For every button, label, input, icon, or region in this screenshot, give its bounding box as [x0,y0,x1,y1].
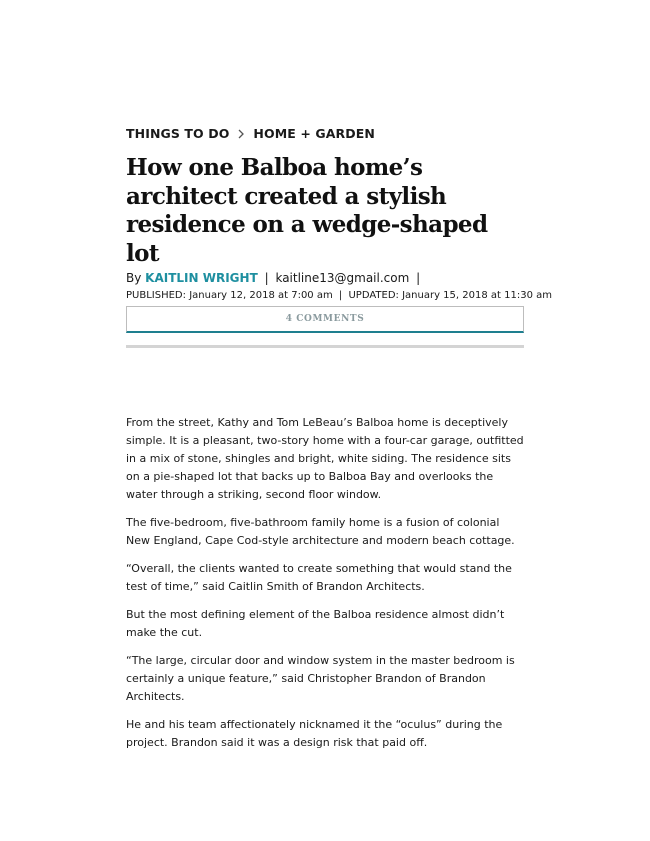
author-email: kaitline13@gmail.com [275,271,410,285]
body-paragraph: He and his team affectionately nicknamed it the “oculus” during the project. Brandon said it was a design risk that paid off. [126,718,503,749]
breadcrumb-section-link[interactable]: THINGS TO DO [126,126,230,141]
article-dates [126,289,552,303]
article-body [126,414,526,762]
published-date: January 12, 2018 at 7:00 am [189,290,333,301]
body-paragraph: “Overall, the clients wanted to create something that would stand the test of time,” said Caitlin Smith of Brandon Architects. [126,562,512,593]
section-divider [126,345,524,348]
updated-label: UPDATED: [348,290,399,301]
body-paragraph: But the most defining element of the Balboa residence almost didn’t make the cut. [126,608,505,639]
comments-button[interactable] [126,306,524,333]
breadcrumb [126,126,375,141]
body-paragraph: The five-bedroom, five-bathroom family home is a fusion of colonial New England, Cape Cod-style architecture and modern beach cottage. [126,516,515,547]
published-label: PUBLISHED: [126,290,186,301]
body-paragraph: From the street, Kathy and Tom LeBeau’s Balboa home is deceptively simple. It is a pleasant, two-story home with a four-car garage, outfitted in a mix of stone, shingles and bright, white siding. The residence sits on a pie-shaped lot that backs up to Balboa Bay and overlooks the water through a striking, second floor window. [126,416,524,501]
byline [126,270,423,286]
article-headline: How one Balboa home’s architect created a stylish residence on a wedge-shaped lot [126,154,488,267]
byline-separator: | [264,271,269,285]
dates-separator: | [338,290,343,301]
comments-count-label: 4 COMMENTS [285,314,365,324]
author-link[interactable]: KAITLIN WRIGHT [145,271,258,285]
chevron-right-icon [236,128,246,140]
byline-prefix: By [126,271,142,285]
updated-date: January 15, 2018 at 11:30 am [402,290,552,301]
breadcrumb-subsection-link[interactable]: HOME + GARDEN [253,126,375,141]
byline-separator-end: | [416,271,421,285]
body-paragraph: “The large, circular door and window system in the master bedroom is certainly a unique feature,” said Christopher Brandon of Brandon Architects. [126,654,515,703]
